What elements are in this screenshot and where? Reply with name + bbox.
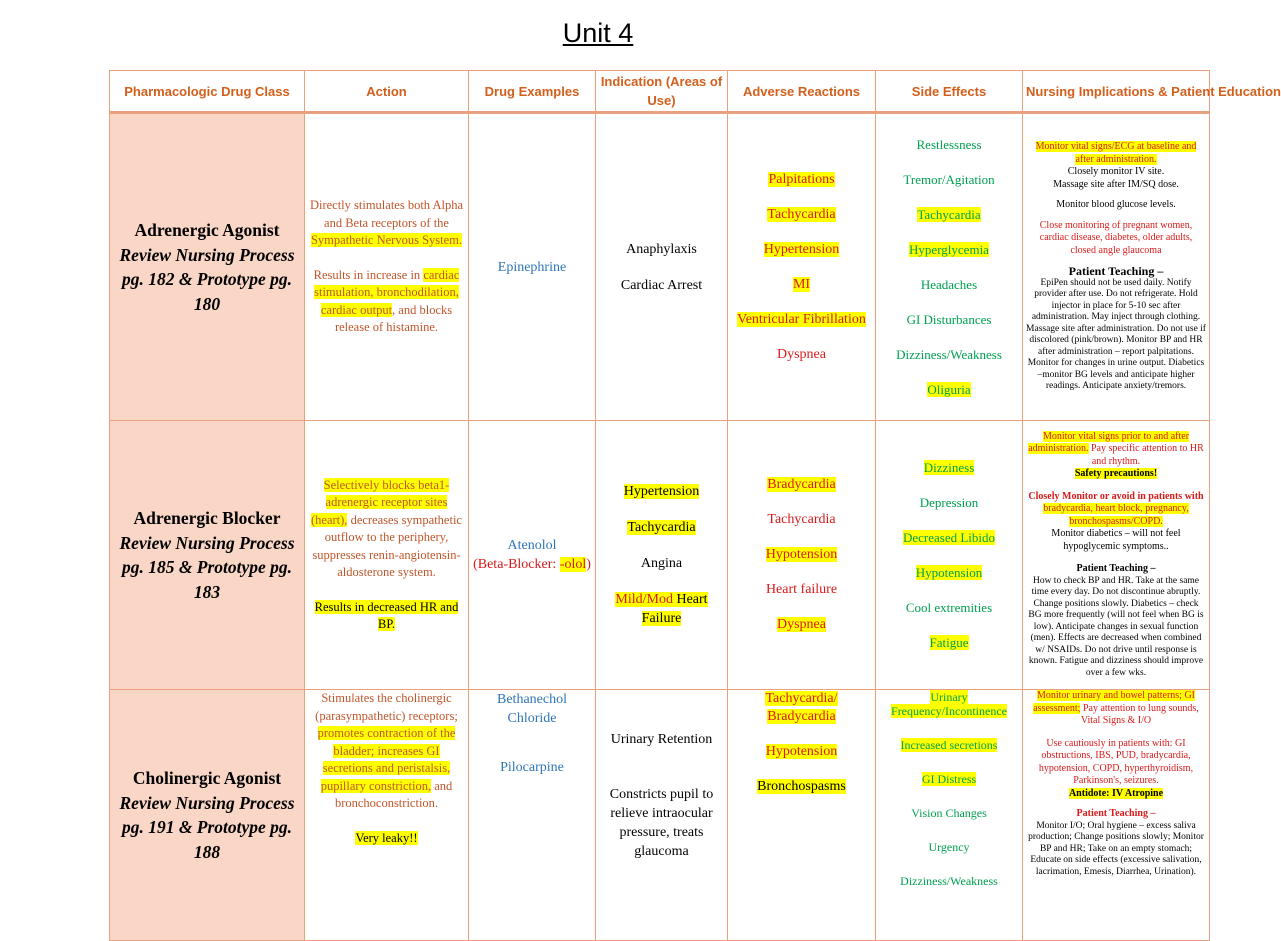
indication-item: Constricts pupil to relieve intraocular pressure, treats glaucoma	[609, 787, 714, 859]
side-item: Dizziness/Weakness	[896, 346, 1002, 362]
side-item: Decreased Libido	[902, 529, 996, 545]
adverse-cell	[728, 690, 876, 941]
action-cell	[305, 421, 469, 690]
indication-highlight: Mild/Mod	[615, 592, 673, 607]
class-reference: Review Nursing Process pg. 182 & Prototype pg. 180	[119, 244, 295, 314]
drug-class-cell	[110, 113, 305, 421]
side-effects-cell	[876, 421, 1023, 690]
nursing-note: Monitor urinary and bowel patterns; GI assessment;	[1033, 690, 1196, 714]
drug-example-cell	[469, 113, 596, 421]
drug-name: Epinephrine	[497, 259, 567, 275]
drug-note-suffix: -olol	[559, 557, 587, 572]
teaching-title: Patient Teaching –	[1076, 808, 1156, 819]
action-highlight: cardiac stimulation, bronchodilation, cardiac output	[314, 267, 460, 317]
side-item: Hypotension	[915, 564, 983, 580]
side-effects-cell	[876, 690, 1023, 941]
nursing-note: Monitor vital signs/ECG at baseline and after administration.	[1035, 141, 1197, 165]
action-highlight: promotes contraction of the bladder; increases GI secretions and peristalsis, pupillary constriction,	[317, 726, 456, 793]
drug-class-cell	[110, 690, 305, 941]
nursing-note: Safety precautions!	[1074, 468, 1158, 480]
indication-item: Angina	[640, 556, 683, 571]
nursing-note: Massage site after IM/SQ dose.	[1053, 178, 1179, 190]
teaching-text: EpiPen should not be used daily. Notify provider after use. Do not refrigerate. Hold injector in place for 5-10 sec after administration. May inject through clothing. Massage site after administration. Do not use if discolored (pink/brown). Monitor BP and HR after administration – report palpitations. Monitor for changes in urine output. Diabetics –monitor BG levels and anticipate higher readings. Anticipate anxiety/tremors.	[1026, 277, 1206, 392]
adverse-item: Dyspnea	[777, 346, 826, 362]
indication-item: Heart Failure	[641, 592, 708, 626]
adverse-item: Dyspnea	[777, 617, 826, 632]
adverse-item: Bronchospasms	[757, 779, 846, 794]
adverse-item: Bradycardia	[767, 477, 836, 492]
class-name: Adrenergic Agonist	[134, 220, 280, 240]
adverse-item: Hypotension	[765, 547, 838, 562]
side-item: Oliguria	[927, 381, 971, 397]
header-action: Action	[305, 71, 469, 113]
nursing-cell	[1023, 113, 1210, 421]
header-row	[110, 71, 1210, 113]
table-row	[110, 690, 1210, 941]
nursing-note: Pay attention to lung sounds, Vital Signs & I/O	[1080, 702, 1199, 726]
adverse-item: Hypotension	[765, 744, 838, 759]
adverse-item: Hypertension	[763, 241, 840, 257]
indication-cell	[596, 690, 728, 941]
side-item: Tachycardia	[917, 206, 981, 222]
adverse-item: Tachycardia/ Bradycardia	[765, 691, 838, 724]
indication-cell	[596, 421, 728, 690]
side-item: GI Distress	[921, 772, 977, 786]
indication-item: Tachycardia	[627, 520, 696, 535]
side-item: Cool extremities	[905, 599, 993, 615]
header-indication: Indication (Areas of Use)	[596, 71, 728, 113]
adverse-cell	[728, 113, 876, 421]
indication-item: Cardiac Arrest	[620, 277, 703, 293]
table-row	[110, 421, 1210, 690]
nursing-note: bradycardia, heart block, pregnancy, bronchospasms/COPD.	[1043, 503, 1189, 527]
nursing-note: Use cautiously in patients with: GI obstructions, IBS, PUD, bradycardia, hypotension, COPD, hyperthyroidism, Parkinson's, seizures.	[1038, 737, 1194, 786]
header-adverse-reactions: Adverse Reactions	[728, 71, 876, 113]
nursing-note: Closely Monitor or avoid in patients with	[1028, 490, 1204, 502]
side-item: Fatigue	[929, 634, 969, 650]
nursing-cell	[1023, 421, 1210, 690]
side-item: Dizziness	[923, 459, 975, 475]
nursing-note: Closely monitor IV site.	[1067, 166, 1165, 178]
nursing-cell	[1023, 690, 1210, 941]
action-text: Stimulates the cholinergic (parasympathetic) receptors;	[315, 691, 458, 723]
side-item: Hyperglycemia	[909, 241, 989, 257]
side-effects-cell	[876, 113, 1023, 421]
teaching-text: Monitor I/O; Oral hygiene – excess saliva production; Change positions slowly; Monitor BP and HR; Take on an empty stomach; Educate on side effects (excessive salivation, lacrimation, Emesis, Diarrhea, Urination).	[1028, 820, 1204, 877]
page-title: Unit 4	[562, 18, 634, 48]
action-highlight: Selectively blocks beta1-adrenergic receptor sites (heart),	[311, 477, 450, 527]
side-item: GI Disturbances	[906, 311, 992, 327]
action-highlight: Results in decreased HR and BP.	[314, 599, 459, 631]
adverse-item: Tachycardia	[767, 512, 836, 527]
nursing-note: Antidote: IV Atropine	[1068, 787, 1164, 799]
side-item: Vision Changes	[911, 806, 987, 820]
action-text: and bronchoconstriction.	[334, 778, 453, 810]
action-highlight: Sympathetic Nervous System.	[310, 233, 463, 248]
nursing-note: Monitor vital signs prior to and after administration.	[1028, 430, 1190, 455]
side-item: Urinary Frequency/Incontinence	[891, 690, 1007, 718]
drug-note: )	[586, 557, 591, 572]
adverse-item: MI	[792, 276, 811, 292]
adverse-item: Heart failure	[765, 582, 838, 597]
side-item: Dizziness/Weakness	[900, 874, 998, 888]
nursing-note: Close monitoring of pregnant women, cardiac disease, diabetes, older adults, closed angle glaucoma	[1039, 219, 1193, 256]
adverse-item: Ventricular Fibrillation	[737, 311, 866, 327]
nursing-note: Monitor blood glucose levels.	[1056, 199, 1176, 211]
teaching-text: How to check BP and HR. Take at the same time every day. Do not discontinue abruptly. Change positions slowly. Diabetics – check BG more frequently (will not feel when BG is low). Anticipate changes in sexual function (men). Effects are decreased when combined w/ NSAIDs. Do not drive until response is known. Fatigue and dizziness should improve over a few wks.	[1028, 575, 1204, 678]
action-highlight: Very leaky!!	[355, 830, 418, 845]
adverse-item: Palpitations	[768, 171, 835, 187]
side-item: Urgency	[928, 840, 970, 854]
drug-example-cell	[469, 421, 596, 690]
action-cell	[305, 113, 469, 421]
drug-example-cell	[469, 690, 596, 941]
side-item: Restlessness	[916, 136, 982, 152]
nursing-note: Pay specific attention to HR and rhythm.	[1088, 443, 1204, 467]
teaching-title: Patient Teaching –	[1076, 563, 1156, 575]
adverse-cell	[728, 421, 876, 690]
action-cell	[305, 690, 469, 941]
indication-item: Anaphylaxis	[626, 241, 697, 257]
action-text: decreases sympathetic outflow to the periphery, suppresses renin-angiotensin-aldosterone system.	[312, 512, 462, 579]
side-item: Headaches	[920, 276, 978, 292]
header-nursing-implications: Nursing Implications & Patient Education	[1023, 71, 1210, 113]
drug-name: Pilocarpine	[500, 760, 564, 775]
drug-name: Atenolol	[507, 538, 557, 553]
drug-class-cell	[110, 421, 305, 690]
class-reference: Review Nursing Process pg. 191 & Prototype pg. 188	[119, 792, 295, 862]
drug-note: (Beta-Blocker:	[473, 557, 557, 572]
indication-item: Urinary Retention	[610, 732, 713, 747]
header-drug-examples: Drug Examples	[469, 71, 596, 113]
side-item: Tremor/Agitation	[903, 171, 995, 187]
class-name: Cholinergic Agonist	[132, 768, 282, 788]
side-item: Depression	[919, 494, 979, 510]
action-text: Results in increase in	[313, 267, 421, 282]
header-side-effects: Side Effects	[876, 71, 1023, 113]
table-row	[110, 113, 1210, 421]
teaching-title: Patient Teaching –	[1068, 264, 1164, 279]
drug-table	[109, 70, 1281, 941]
action-text: , and blocks release of histamine.	[334, 302, 453, 335]
class-reference: Review Nursing Process pg. 185 & Prototype pg. 183	[119, 532, 295, 602]
class-name: Adrenergic Blocker	[133, 508, 281, 528]
header-drug-class: Pharmacologic Drug Class	[110, 71, 305, 113]
indication-item: Hypertension	[623, 484, 700, 499]
drug-name: Bethanechol Chloride	[497, 692, 567, 726]
adverse-item: Tachycardia	[767, 206, 836, 222]
action-text: Directly stimulates both Alpha and Beta receptors of the	[309, 198, 464, 230]
nursing-note: Monitor diabetics – will not feel hypoglycemic symptoms..	[1051, 528, 1181, 552]
side-item: Increased secretions	[900, 738, 998, 752]
indication-cell	[596, 113, 728, 421]
